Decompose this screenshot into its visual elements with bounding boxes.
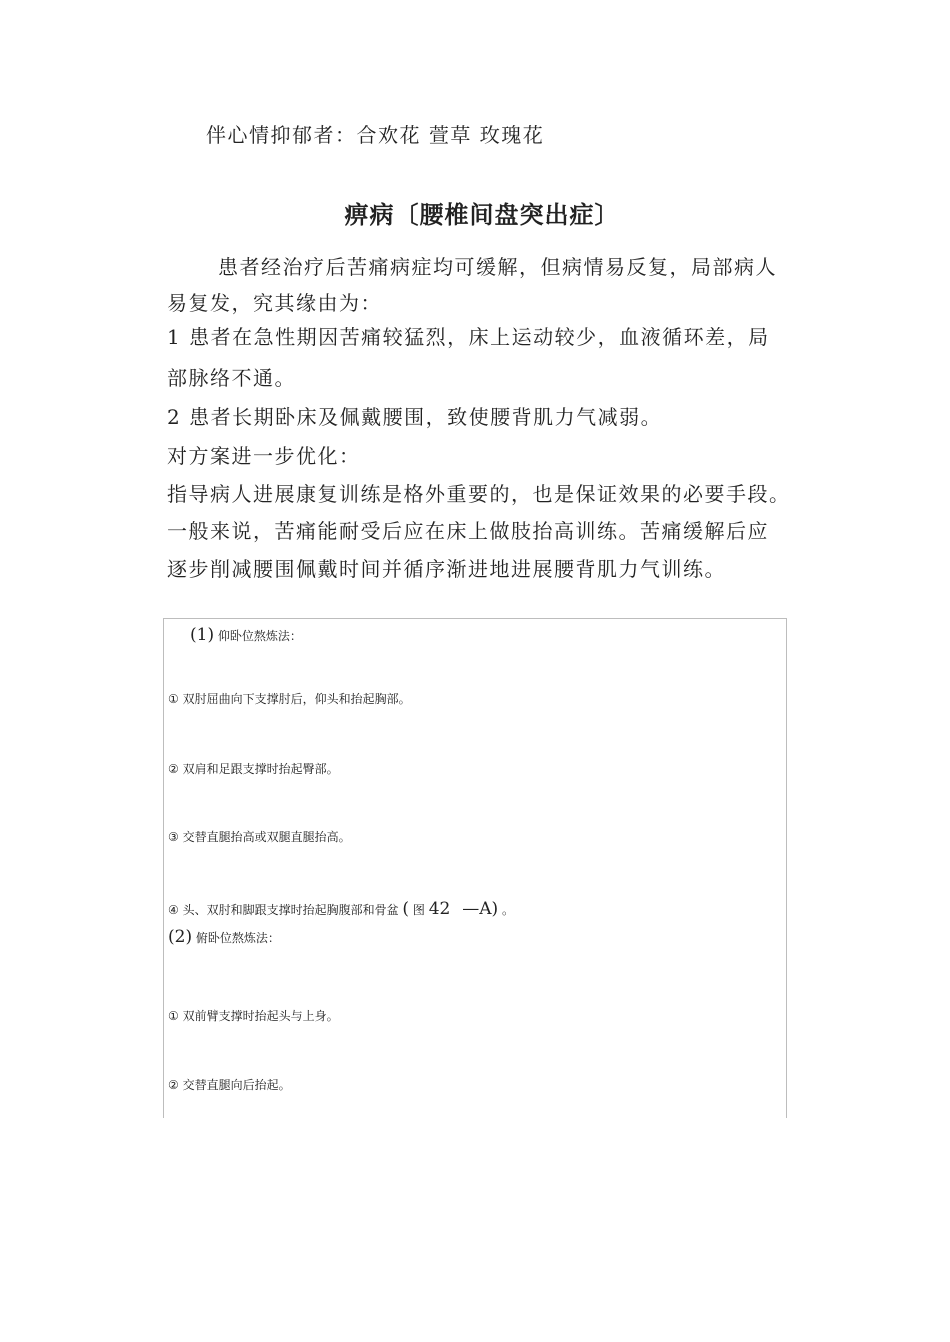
figure-word: 图 bbox=[412, 903, 425, 917]
prone-step-2: ② 交替直腿向后抬起。 bbox=[168, 1078, 291, 1092]
intro-line-1: 患者经治疗后苦痛病症均可缓解，但病情易反复，局部病人 bbox=[218, 255, 777, 279]
guide-line-1: 指导病人进展康复训练是格外重要的，也是保证效果的必要手段。 bbox=[167, 482, 791, 506]
exercise-box bbox=[163, 618, 787, 1118]
top-line: 伴心情抑郁者：合欢花 萱草 玫瑰花 bbox=[206, 123, 545, 147]
supine-step-4-end: 。 bbox=[501, 903, 514, 917]
supine-number: (1) bbox=[190, 625, 215, 645]
reason-1-line-2: 部脉络不通。 bbox=[167, 366, 296, 390]
reason-1-line-1: 1 患者在急性期因苦痛较猛烈，床上运动较少，血液循环差，局 bbox=[167, 325, 770, 349]
intro-line-2: 易复发，究其缘由为： bbox=[167, 291, 382, 315]
figure-number: 42 bbox=[428, 899, 451, 919]
prone-label: 俯卧位熬炼法： bbox=[195, 931, 280, 945]
prone-step-1: ① 双前臂支撑时抬起头与上身。 bbox=[168, 1009, 339, 1023]
figure-paren-open: ( bbox=[402, 899, 410, 919]
optimize-heading: 对方案进一步优化： bbox=[167, 444, 361, 468]
page-title: 痹病〔腰椎间盘突出症〕 bbox=[344, 201, 620, 229]
supine-header bbox=[190, 627, 302, 644]
prone-header bbox=[168, 929, 280, 946]
supine-label: 仰卧位熬炼法： bbox=[217, 629, 302, 643]
guide-line-2: 一般来说，苦痛能耐受后应在床上做肢抬高训练。苦痛缓解后应 bbox=[167, 519, 769, 543]
guide-line-3: 逐步削减腰围佩戴时间并循序渐进地进展腰背肌力气训练。 bbox=[167, 557, 726, 581]
supine-step-1: ① 双肘屈曲向下支撑肘后，仰头和抬起胸部。 bbox=[168, 692, 411, 706]
prone-number: (2) bbox=[168, 927, 193, 947]
supine-step-4 bbox=[168, 901, 514, 918]
supine-step-2: ② 双肩和足跟支撑时抬起臀部。 bbox=[168, 762, 339, 776]
supine-step-4-text: ④ 头、双肘和脚跟支撑时抬起胸腹部和骨盆 bbox=[168, 903, 399, 917]
supine-step-3: ③ 交替直腿抬高或双腿直腿抬高。 bbox=[168, 830, 351, 844]
figure-suffix: —A) bbox=[462, 899, 499, 919]
reason-2: 2 患者长期卧床及佩戴腰围，致使腰背肌力气减弱。 bbox=[167, 405, 663, 429]
